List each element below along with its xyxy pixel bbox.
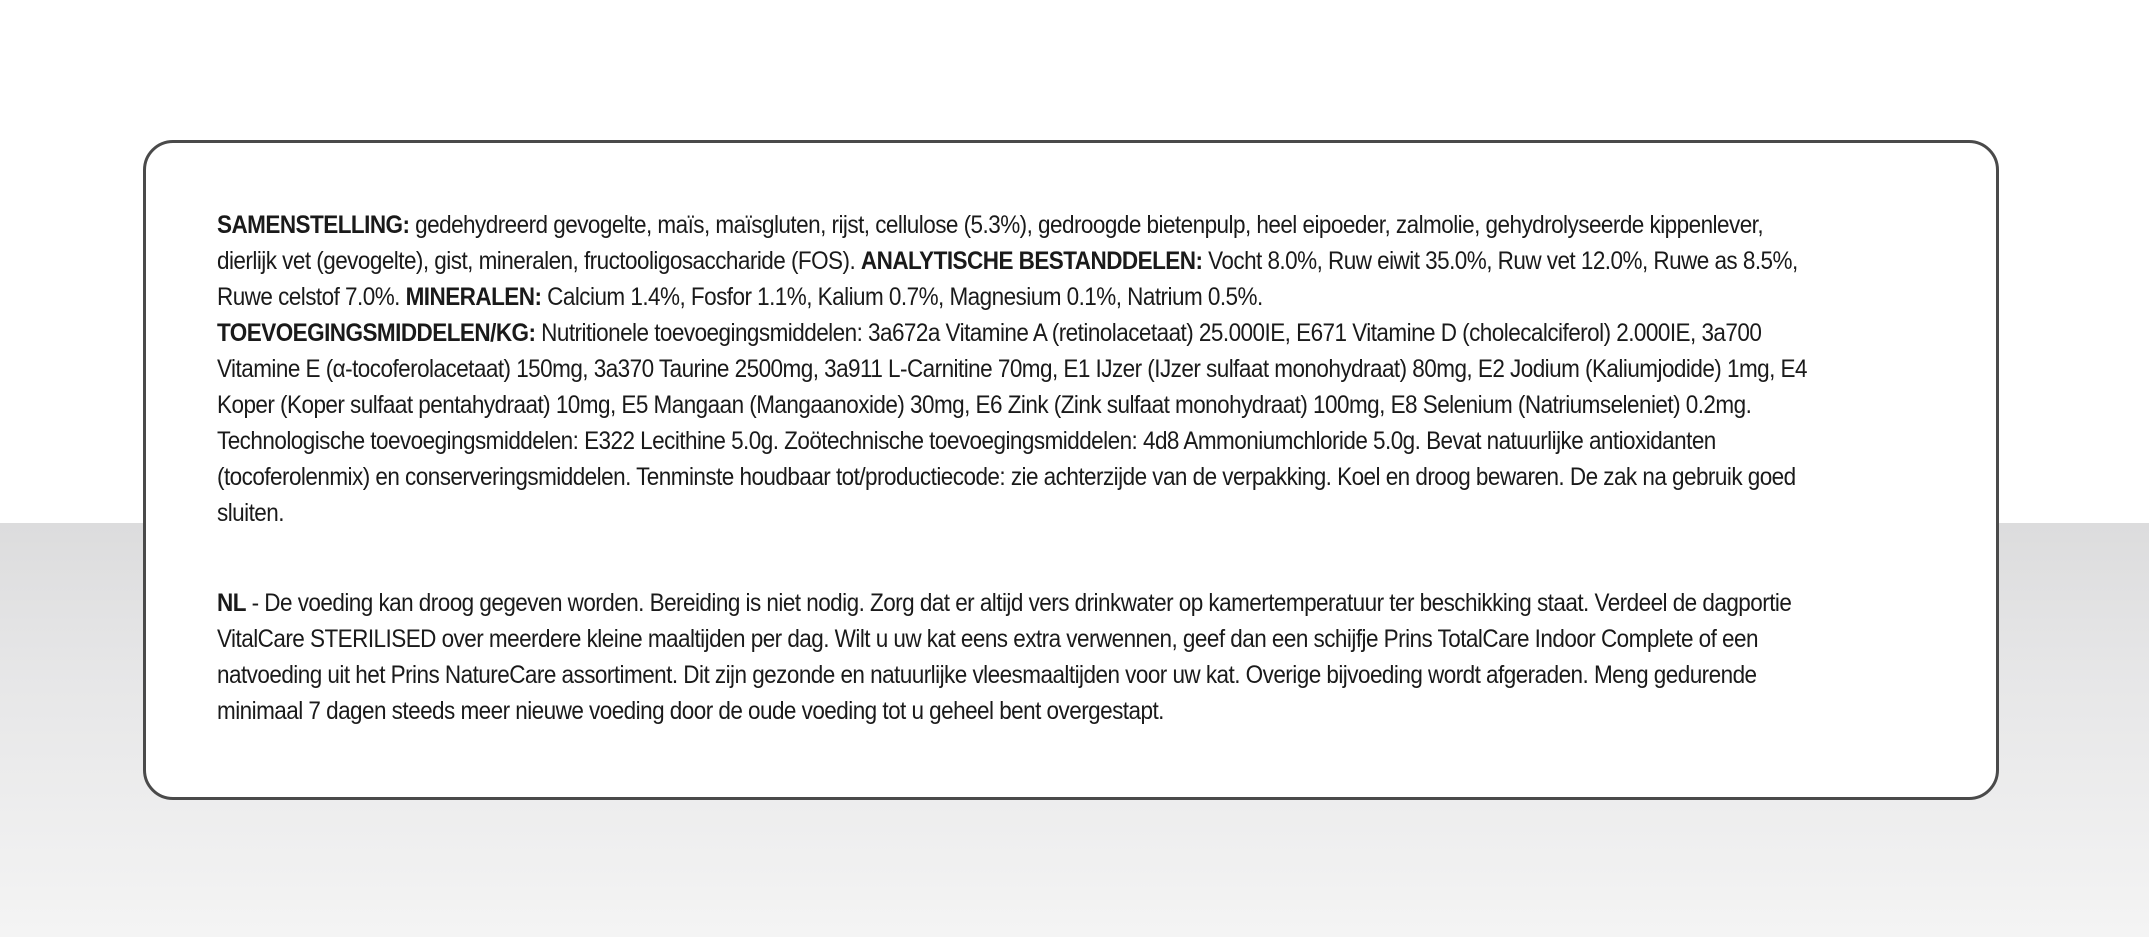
toevoegingsmiddelen-heading: TOEVOEGINGSMIDDELEN/KG:	[217, 319, 536, 347]
composition-paragraph	[217, 207, 1810, 531]
panel-content	[217, 207, 1810, 729]
samenstelling-text: gedehydreerd gevogelte, maïs, maïsgluten, rijst, cellulose (5.3%), gedroogde bietenpulp, heel eipoeder, zalmolie, gehydrolyseerde kippenlever, dierlijk vet (gevogelte), gist, mineralen, fructooligosaccharide (FOS).	[217, 211, 1764, 275]
nl-heading: NL	[217, 589, 246, 617]
analytische-bestanddelen-heading: ANALYTISCHE BESTANDDELEN:	[860, 247, 1203, 275]
analytische-bestanddelen-text: Vocht 8.0%, Ruw eiwit 35.0%, Ruw vet 12.0%, Ruwe as 8.5%, Ruwe celstof 7.0%.	[217, 247, 1798, 311]
label-text-panel	[143, 140, 1999, 800]
mineralen-text: Calcium 1.4%, Fosfor 1.1%, Kalium 0.7%, Magnesium 0.1%, Natrium 0.5%.	[541, 283, 1263, 311]
mineralen-heading: MINERALEN:	[405, 283, 542, 311]
feeding-paragraph	[217, 585, 1810, 729]
samenstelling-heading: SAMENSTELLING:	[217, 211, 410, 239]
nl-feeding-text: - De voeding kan droog gegeven worden. Bereiding is niet nodig. Zorg dat er altijd vers drinkwater op kamertemperatuur ter beschikking staat. Verdeel de dagportie VitalCare STERILISED over meerdere kleine maaltijden per dag. Wilt u uw kat eens extra verwennen, geef dan een schijfje Prins TotalCare Indoor Complete of een natvoeding uit het Prins NatureCare assortiment. Dit zijn gezonde en natuurlijke vleesmaaltijden voor uw kat. Overige bijvoeding wordt afgeraden. Meng gedurende minimaal 7 dagen steeds meer nieuwe voeding door de oude voeding tot u geheel bent overgestapt.	[217, 589, 1792, 725]
toevoegingsmiddelen-text: Nutritionele toevoegingsmiddelen: 3a672a Vitamine A (retinolacetaat) 25.000IE, E671 Vitamine D (cholecalciferol) 2.000IE, 3a700 Vitamine E (α-tocoferolacetaat) 150mg, 3a370 Taurine 2500mg, 3a911 L-Carnitine 70mg, E1 IJzer (IJzer sulfaat monohydraat) 80mg, E2 Jodium (Kaliumjodide) 1mg, E4 Koper (Koper sulfaat pentahydraat) 10mg, E5 Mangaan (Mangaanoxide) 30mg, E6 Zink (Zink sulfaat monohydraat) 100mg, E8 Selenium (Natriumseleniet) 0.2mg. Technologische toevoegingsmiddelen: E322 Lecithine 5.0g. Zoötechnische toevoegingsmiddelen: 4d8 Ammoniumchloride 5.0g. Bevat natuurlijke antioxidanten (tocoferolenmix) en conserveringsmiddelen. Tenminste houdbaar tot/productiecode: zie achterzijde van de verpakking. Koel en droog bewaren. De zak na gebruik goed sluiten.	[217, 319, 1807, 527]
